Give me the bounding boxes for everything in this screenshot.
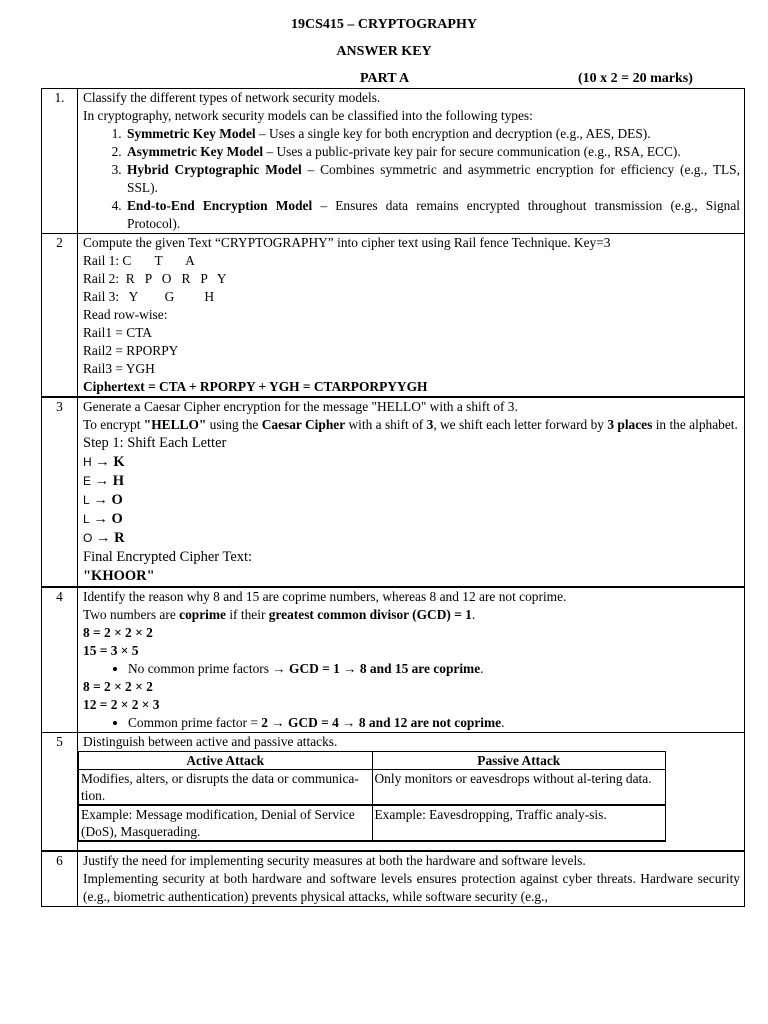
question-row-3 <box>42 397 745 587</box>
course-title: 19CS415 – CRYPTOGRAPHY <box>291 17 477 32</box>
table-row <box>79 770 666 806</box>
list-item: 2. Asymmetric Key Model – Uses a public-private key pair for secure communication (e.g., RSA, ECC). <box>125 143 740 161</box>
question-text: Compute the given Text “CRYPTOGRAPHY” into cipher text using Rail fence Technique. Key=3 <box>83 235 611 250</box>
rail-1: Rail 1: C T A <box>83 253 195 268</box>
column-header: Passive Attack <box>372 752 666 770</box>
answer-paragraph: Implementing security at both hardware and software levels ensures protection against cyber threats. Hardware security (e.g., biometric authentication) prevents physical attacks, while software security (e.g., <box>83 871 740 904</box>
model-list <box>83 125 740 233</box>
answer-paragraph: To encrypt "HELLO" using the Caesar Cipher with a shift of 3, we shift each letter forward by 3 places in the alphabet. <box>83 417 738 432</box>
marks-label: (10 x 2 = 20 marks) <box>578 71 693 86</box>
question-text: Distinguish between active and passive attacks. <box>83 734 338 749</box>
answer-cell <box>78 851 745 907</box>
answer-cell <box>78 587 745 733</box>
list-item: 4. End-to-End Encryption Model – Ensures data remains encrypted throughout transmission (e.g., Signal Protocol). <box>125 197 740 233</box>
factorization: 12 = 2 × 2 × 3 <box>83 697 160 712</box>
factorization: 8 = 2 × 2 × 2 <box>83 625 153 640</box>
question-text: Classify the different types of network security models. <box>83 90 381 105</box>
ciphertext-result: Ciphertext = CTA + RPORPY + YGH = CTARPORPYYGH <box>83 379 428 394</box>
answer-intro: In cryptography, network security models can be classified into the following types: <box>83 108 533 123</box>
answer-key-title: ANSWER KEY <box>336 44 432 59</box>
list-item: • No common prime factors → GCD = 1 → 8 and 15 are coprime. <box>128 660 740 678</box>
final-label: Final Encrypted Cipher Text: <box>83 549 253 565</box>
question-row-4 <box>42 587 745 733</box>
rail-1-result: Rail1 = CTA <box>83 325 152 340</box>
question-number: 5 <box>42 733 78 852</box>
read-label: Read row-wise: <box>83 307 168 322</box>
list-item: 3. Hybrid Cryptographic Model – Combines symmetric and asymmetric encryption for efficiency (e.g., TLS, SSL). <box>125 161 740 197</box>
part-label: PART A <box>360 71 410 86</box>
answer-cell <box>78 397 745 587</box>
table-cell: Only monitors or eavesdrops without al-tering data. <box>372 770 666 806</box>
question-row-5 <box>42 733 745 852</box>
attack-comparison-table <box>78 751 666 842</box>
table-cell: Example: Eavesdropping, Traffic analy-sis. <box>372 805 666 841</box>
factorization: 8 = 2 × 2 × 2 <box>83 679 153 694</box>
final-cipher: "KHOOR" <box>83 568 155 584</box>
shift-line: H → K <box>83 454 125 470</box>
shift-line: E → H <box>83 473 125 489</box>
shift-line: L → O <box>83 492 123 508</box>
table-cell: Modifies, alters, or disrupts the data or communica-tion. <box>79 770 373 806</box>
coprime-definition: Two numbers are coprime if their greatest common divisor (GCD) = 1. <box>83 607 476 622</box>
answer-table <box>41 88 745 907</box>
question-number: 3 <box>42 397 78 587</box>
table-cell: Example: Message modification, Denial of Service (DoS), Masquerading. <box>79 805 373 841</box>
rail-3-result: Rail3 = YGH <box>83 361 155 376</box>
question-number: 1. <box>42 89 78 234</box>
factorization: 15 = 3 × 5 <box>83 643 139 658</box>
step-heading: Step 1: Shift Each Letter <box>83 435 227 451</box>
shift-line: O → R <box>83 530 125 546</box>
table-row <box>79 805 666 841</box>
bullet-list <box>83 714 740 732</box>
question-text: Identify the reason why 8 and 15 are coprime numbers, whereas 8 and 12 are not coprime. <box>83 589 567 604</box>
rail-2-result: Rail2 = RPORPY <box>83 343 179 358</box>
shift-line: L → O <box>83 511 123 527</box>
question-number: 2 <box>42 234 78 398</box>
list-item: • Common prime factor = 2 → GCD = 4 → 8 and 12 are not coprime. <box>128 714 740 732</box>
answer-cell <box>78 733 745 852</box>
question-number: 6 <box>42 851 78 907</box>
answer-cell <box>78 89 745 234</box>
rail-2: Rail 2: R P O R P Y <box>83 271 227 286</box>
question-row-6 <box>42 851 745 907</box>
column-header: Active Attack <box>79 752 373 770</box>
question-number: 4 <box>42 587 78 733</box>
answer-cell <box>78 234 745 398</box>
bullet-list <box>83 660 740 678</box>
question-text: Generate a Caesar Cipher encryption for the message "HELLO" with a shift of 3. <box>83 399 518 414</box>
rail-3: Rail 3: Y G H <box>83 289 215 304</box>
question-text: Justify the need for implementing security measures at both the hardware and software levels. <box>83 853 586 868</box>
question-row-2 <box>42 234 745 398</box>
list-item: 1. Symmetric Key Model – Uses a single key for both encryption and decryption (e.g., AES, DES). <box>125 125 740 143</box>
question-row-1 <box>42 89 745 234</box>
